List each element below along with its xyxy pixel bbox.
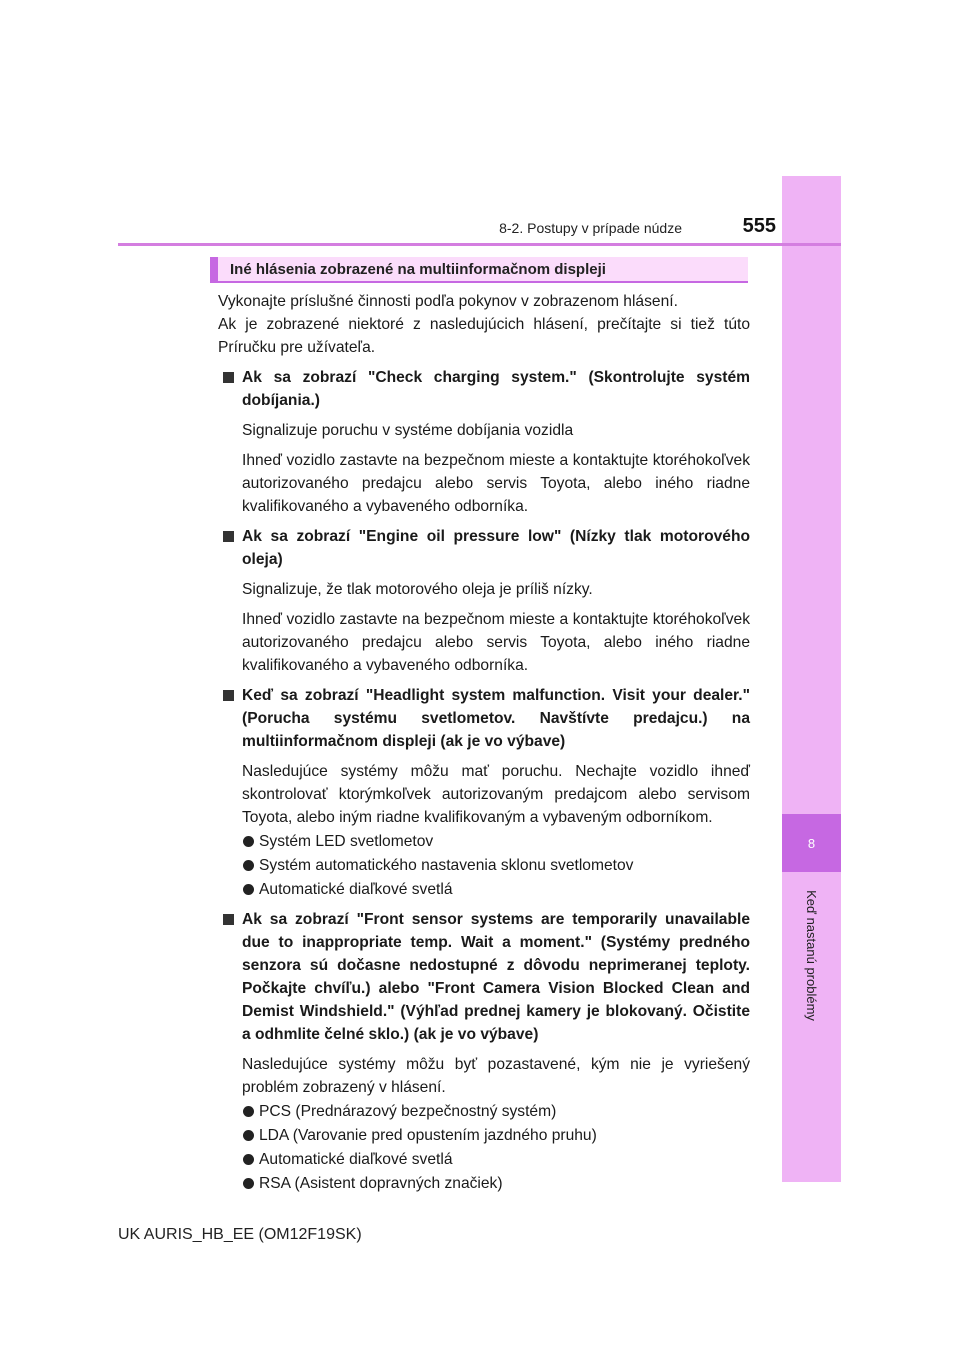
item-paragraph: Ihneď vozidlo zastavte na bezpečnom mieste a kontaktujte ktoréhokoľvek autorizovaného predajcu alebo servis Toyota, alebo iného riadne kvalifikovaného a vybaveného odborníka. [242,452,750,515]
page-content [218,290,750,1195]
bullet-dot-icon [243,860,254,871]
item-paragraph: Ihneď vozidlo zastavte na bezpečnom mieste a kontaktujte ktoréhokoľvek autorizovaného predajcu alebo servis Toyota, alebo iného riadne kvalifikovaného a vybaveného odborníka. [242,611,750,674]
section-title: Iné hlásenia zobrazené na multiinformačnom displeji [230,261,606,278]
list-item [218,1148,750,1171]
intro-line: Vykonajte príslušné činnosti podľa pokynov v zobrazenom hlásení. [218,293,678,310]
page-number: 555 [742,215,776,237]
square-bullet-icon [223,690,234,701]
item-paragraph: Nasledujúce systémy môžu mať poruchu. Nechajte vozidlo ihneď skontrolovať ktorýmkoľvek autorizovaným predajcom alebo servisom Toyota, alebo iným riadne kvalifikovaným a vybaveným odborníkom. [242,763,750,826]
list-item-text: Automatické diaľkové svetlá [259,881,453,898]
item-heading [218,366,750,412]
item-paragraph: Signalizuje poruchu v systéme dobíjania vozidla [242,422,574,439]
list-item-text: Systém LED svetlometov [259,833,434,850]
list-item-text: PCS (Prednárazový bezpečnostný systém) [259,1103,557,1120]
item-paragraph: Signalizuje, že tlak motorového oleja je príliš nízky. [242,581,593,598]
list-item [218,1124,750,1147]
item-heading-text: Ak sa zobrazí "Front sensor systems are temporarily unavailable due to inappropriate temp. Wait a moment." (Systémy predného senzora sú dočasne nedostupné z dôvodu neprimeranej teploty. Počkajte chvíľu.) alebo "Front Camera Vision Blocked Clean and Demist Windshield." (Výhľad prednej kamery je blokovaný. Očistite a odhmlite čelné sklo.) (ak je vo výbave) [242,911,750,1043]
list-item [218,878,750,901]
square-bullet-icon [223,914,234,925]
square-bullet-icon [223,531,234,542]
list-item-text: Automatické diaľkové svetlá [259,1151,453,1168]
chapter-side-tab [782,176,841,1182]
list-item [218,854,750,877]
list-item-text: LDA (Varovanie pred opustením jazdného pruhu) [259,1127,597,1144]
intro [218,290,750,359]
item-heading [218,908,750,1046]
header-section-title: 8-2. Postupy v prípade núdze [499,220,682,236]
list-item [218,1172,750,1195]
item-heading-text: Ak sa zobrazí "Engine oil pressure low" (Nízky tlak motorového oleja) [242,528,750,568]
bullet-dot-icon [243,1154,254,1165]
chapter-label [786,880,836,1030]
bullet-dot-icon [243,1130,254,1141]
chapter-label-text: Keď nastanú problémy [803,889,819,1021]
list-item [218,830,750,853]
item-heading-text: Ak sa zobrazí "Check charging system." (Skontrolujte systém dobíjania.) [242,369,750,409]
item-heading-text: Keď sa zobrazí "Headlight system malfunction. Visit your dealer." (Porucha systému svetlometov. Navštívte predajcu.) na multiinformačnom displeji (ak je vo výbave) [242,687,750,750]
item-paragraph: Nasledujúce systémy môžu byť pozastavené, kým nie je vyriešený problém zobrazený v hlásení. [242,1056,750,1096]
header-rule [118,243,841,246]
square-bullet-icon [223,372,234,383]
bullet-dot-icon [243,1178,254,1189]
bullet-dot-icon [243,836,254,847]
list-item-text: RSA (Asistent dopravných značiek) [259,1175,503,1192]
item-heading [218,684,750,753]
chapter-number: 8 [782,814,841,872]
list-item-text: Systém automatického nastavenia sklonu svetlometov [259,857,634,874]
item-heading [218,525,750,571]
footer-model-code: UK AURIS_HB_EE (OM12F19SK) [118,1226,362,1243]
list-item [218,1100,750,1123]
intro-line: Ak je zobrazené niektoré z nasledujúcich hlásení, prečítajte si tiež túto Príručku pre užívateľa. [218,316,750,356]
bullet-dot-icon [243,884,254,895]
bullet-dot-icon [243,1106,254,1117]
section-title-box [210,257,748,283]
